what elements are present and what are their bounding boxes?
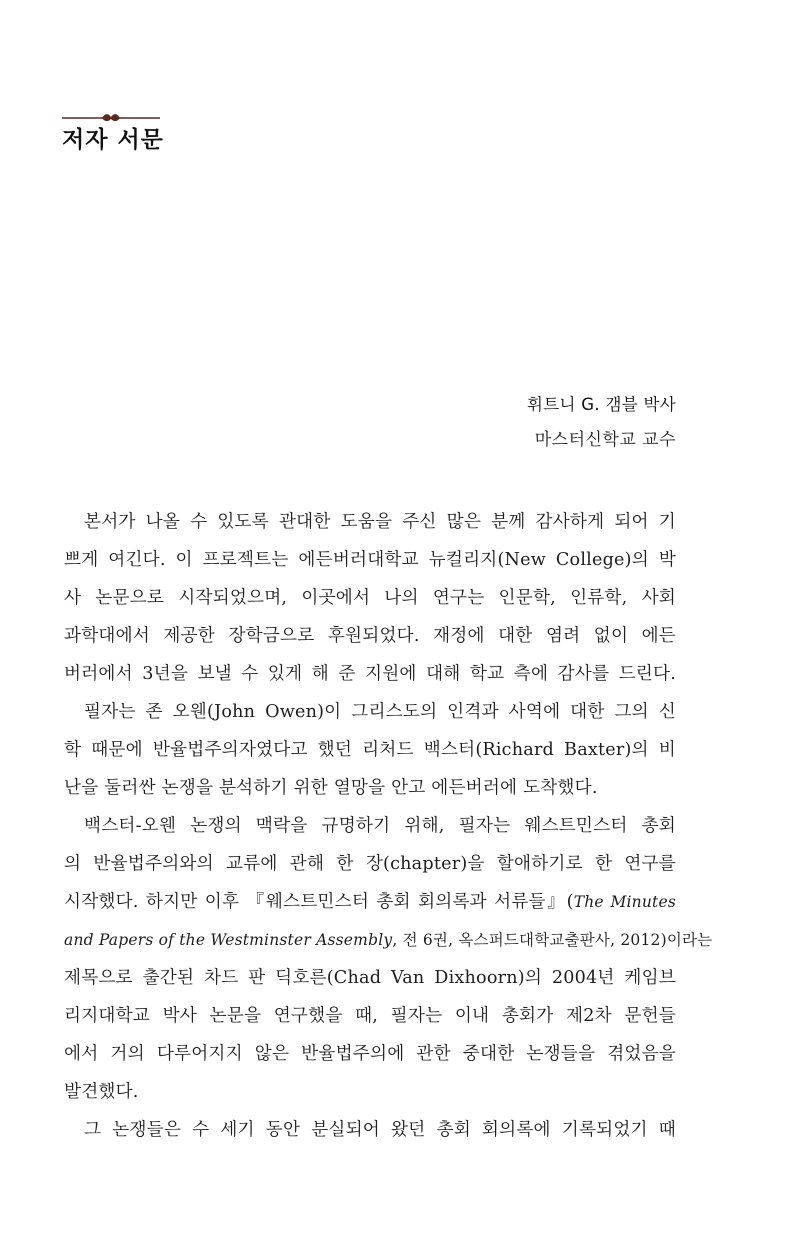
text-line: 에서 거의 다루어지지 않은 반율법주의에 관한 중대한 논쟁들을 겪었음을	[64, 1044, 676, 1064]
author-block	[527, 393, 676, 452]
citation-title: The Minutes	[573, 893, 676, 911]
text-line: and Papers of the Westminster Assembly, 전 6권, 옥스퍼드대학교출판사, 2012)이라는	[64, 931, 713, 949]
text-line: 시작했다. 하지만 이후 『웨스트민스터 총회 회의록과 서류들』(The Minutes	[64, 892, 676, 912]
text-line: 리지대학교 박사 논문을 연구했을 때, 필자는 이내 총회가 제2차 문헌들	[64, 1006, 676, 1026]
author-title: 마스터신학교 교수	[534, 430, 676, 450]
heading-ornament	[62, 112, 160, 124]
text-line: 본서가 나올 수 있도록 관대한 도움을 주신 많은 분께 감사하게 되어 기	[84, 512, 676, 532]
text-line: 버러에서 3년을 보낼 수 있게 해 준 지원에 대해 학교 측에 감사를 드린다.	[64, 664, 676, 684]
text-line: 사 논문으로 시작되었으며, 이곳에서 나의 연구는 인문학, 인류학, 사회	[64, 588, 676, 608]
text-line: 제목으로 출간된 차드 판 딕호른(Chad Van Dixhoorn)의 2004년 케임브	[64, 968, 676, 988]
text-line: 난을 둘러싼 논쟁을 분석하기 위한 열망을 안고 에든버러에 도착했다.	[64, 778, 598, 798]
text-line: 과학대에서 제공한 장학금으로 후원되었다. 재정에 대한 염려 없이 에든	[64, 626, 676, 646]
citation-title: and Papers of the Westminster Assembly	[64, 931, 393, 949]
page-title: 저자 서문	[62, 127, 164, 153]
text-line: 학 때문에 반율법주의자였다고 했던 리처드 백스터(Richard Baxter)의 비	[64, 740, 676, 760]
text-line: 발견했다.	[64, 1082, 139, 1102]
text-line: 백스터-오웬 논쟁의 맥락을 규명하기 위해, 필자는 웨스트민스터 총회	[84, 816, 676, 836]
text-line: 쁘게 여긴다. 이 프로젝트는 에든버러대학교 뉴컬리지(New College)의 박	[64, 550, 676, 570]
text-line: 의 반율법주의와의 교류에 관해 한 장(chapter)을 할애하기로 한 연구를	[64, 854, 676, 874]
text-line: 필자는 존 오웬(John Owen)이 그리스도의 인격과 사역에 대한 그의 신	[84, 702, 676, 722]
preface-body	[64, 503, 713, 1149]
text-line: 그 논쟁들은 수 세기 동안 분실되어 왔던 총회 회의록에 기록되었기 때	[84, 1120, 676, 1140]
author-name: 휘트니 G. 갬블 박사	[527, 395, 676, 414]
